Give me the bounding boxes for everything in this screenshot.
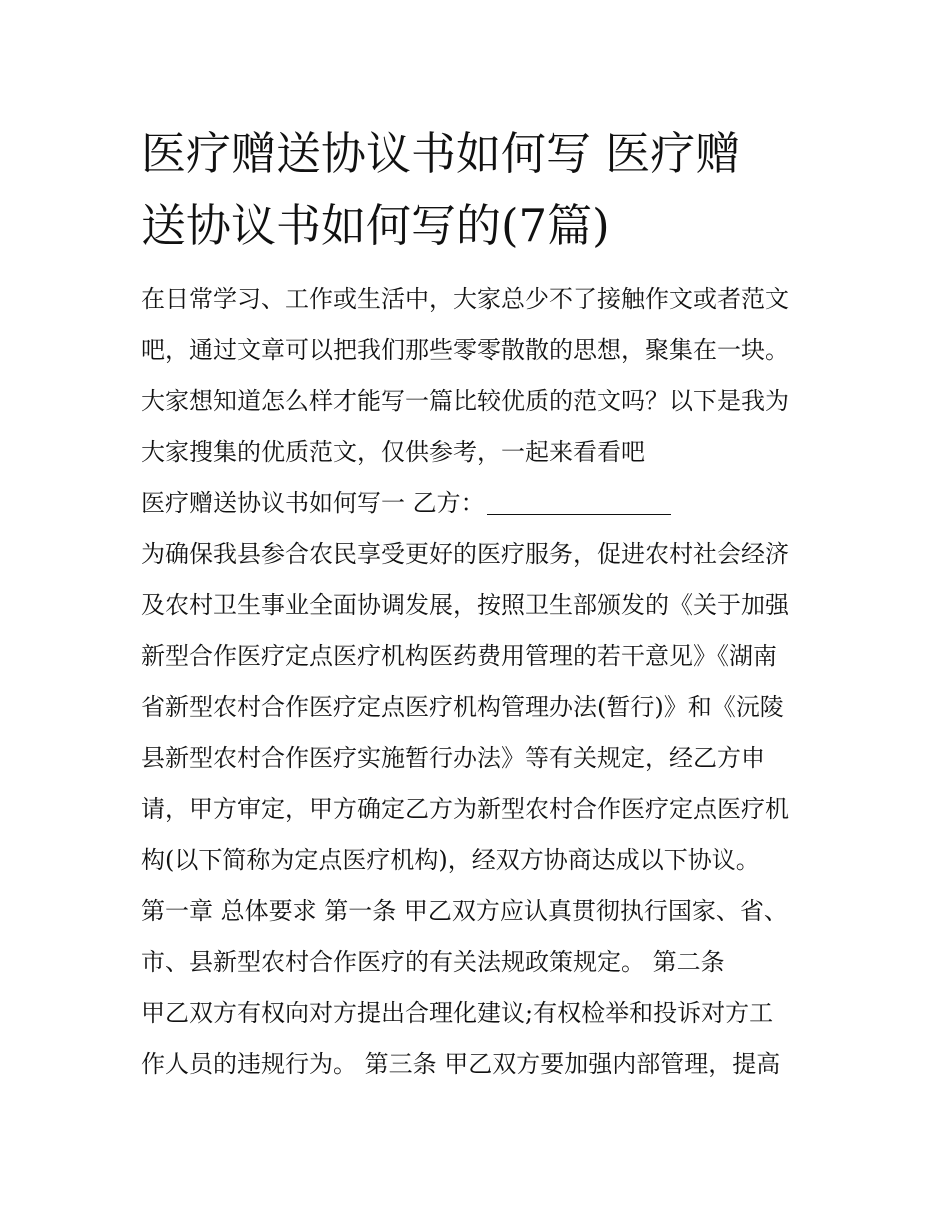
contract-line: 新型合作医疗定点医疗机构医药费用管理的若干意见》《湖南 — [141, 642, 777, 670]
document-body — [141, 274, 821, 1090]
intro-line: 在日常学习、工作或生活中，大家总少不了接触作文或者范文 — [141, 285, 789, 313]
intro-line: 吧，通过文章可以把我们那些零零散散的思想，聚集在一块。 — [141, 336, 789, 364]
title-line-2: 送协议书如何写的(7篇) — [141, 199, 610, 252]
contract-line: 请，甲方审定，甲方确定乙方为新型农村合作医疗定点医疗机 — [141, 795, 789, 823]
contract-line: 及农村卫生事业全面协调发展，按照卫生部颁发的《关于加强 — [141, 591, 789, 619]
contract-line: 为确保我县参合农民享受更好的医疗服务，促进农村社会经济 — [141, 540, 789, 568]
contract-line: 构(以下简称为定点医疗机构)，经双方协商达成以下协议。 — [141, 846, 760, 874]
contract-line: 第一章 总体要求 第一条 甲乙双方应认真贯彻执行国家、省、 — [141, 897, 788, 925]
contract-line: 县新型农村合作医疗实施暂行办法》等有关规定，经乙方申 — [141, 744, 765, 772]
contract-line: 市、县新型农村合作医疗的有关法规政策规定。 第二条 — [141, 948, 725, 976]
section-heading-line — [141, 478, 821, 529]
document-title — [141, 118, 821, 262]
title-line-1: 医疗赠送协议书如何写 医疗赠 — [141, 127, 741, 180]
intro-line: 大家搜集的优质范文，仅供参考，一起来看看吧 — [141, 438, 645, 466]
party-b-blank-line — [487, 490, 671, 515]
contract-line: 甲乙双方有权向对方提出合理化建议;有权检举和投诉对方工 — [141, 999, 774, 1027]
document-content — [141, 118, 821, 1090]
intro-line: 大家想知道怎么样才能写一篇比较优质的范文吗？以下是我为 — [141, 387, 789, 415]
contract-line: 省新型农村合作医疗定点医疗机构管理办法(暂行)》和《沅陵 — [141, 693, 784, 721]
section-heading: 医疗赠送协议书如何写一 乙方： — [141, 489, 485, 517]
contract-line: 作人员的违规行为。 第三条 甲乙双方要加强内部管理，提高 — [141, 1050, 781, 1078]
